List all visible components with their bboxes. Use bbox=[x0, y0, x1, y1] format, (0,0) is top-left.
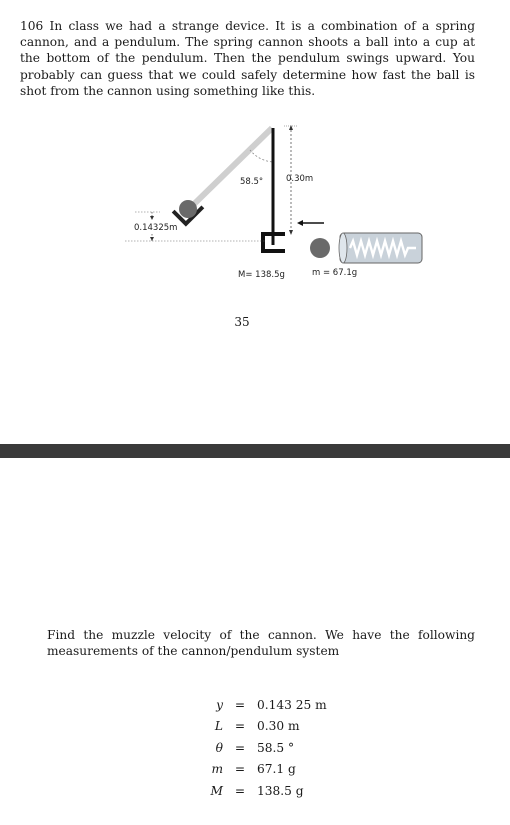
angle-label: 58.5° bbox=[240, 177, 264, 187]
find-text: Find the muzzle velocity of the cannon. We have the following measurements of the cannon/pendulum system bbox=[47, 628, 475, 659]
measurement-value: 0.143 25 m bbox=[257, 697, 327, 712]
measurement-row bbox=[195, 716, 327, 738]
ball-mass-label: m = 67.1g bbox=[312, 268, 358, 278]
page-number: 35 bbox=[234, 315, 250, 329]
pendulum-arm-swung bbox=[190, 128, 272, 208]
measurement-symbol: L bbox=[214, 719, 223, 734]
measurement-row bbox=[195, 737, 327, 759]
equals-sign: = bbox=[234, 783, 246, 798]
problem-body: In class we had a strange device. It is a combination of a spring cannon, and a pendulum. The spring cannon shoots a ball into a cup at the bottom of the pendulum. Then the pendulum swings upward. You probably can guess that we could safely determine how fast the ball is shot from the cannon using something like this. bbox=[20, 19, 476, 98]
ball bbox=[310, 238, 330, 258]
equals-sign: = bbox=[234, 740, 246, 755]
measurement-value: 67.1 g bbox=[257, 762, 296, 777]
measurement-value: 58.5 ° bbox=[257, 740, 295, 755]
measurement-symbol: M bbox=[210, 783, 223, 798]
measurement-row bbox=[195, 759, 327, 781]
measurement-value: 0.30 m bbox=[257, 719, 300, 734]
measurement-symbol: m bbox=[211, 762, 223, 777]
page-separator bbox=[0, 444, 510, 458]
measurement-row bbox=[195, 780, 327, 802]
cannon-barrel bbox=[339, 233, 422, 263]
length-arrow-bottom bbox=[289, 230, 293, 235]
equals-sign: = bbox=[234, 697, 246, 712]
pendulum-mass-label: M= 138.5g bbox=[238, 270, 285, 280]
height-arrow-bottom bbox=[150, 237, 154, 241]
ball-in-cup-swung bbox=[179, 200, 197, 218]
length-label: 0.30m bbox=[286, 174, 314, 184]
problem-text bbox=[20, 18, 475, 99]
equals-sign: = bbox=[234, 719, 246, 734]
measurement-symbol: y bbox=[216, 697, 223, 712]
height-arrow-top bbox=[150, 216, 154, 220]
measurement-value: 138.5 g bbox=[257, 783, 304, 798]
equals-sign: = bbox=[234, 762, 246, 777]
measurement-row bbox=[195, 694, 327, 716]
cannon-pendulum-diagram bbox=[0, 110, 510, 290]
problem-number: 106 bbox=[20, 19, 44, 33]
height-label: 0.14325m bbox=[134, 223, 178, 233]
angle-arc bbox=[250, 150, 272, 162]
measurement-symbol: θ bbox=[215, 740, 223, 755]
measurements-table bbox=[195, 694, 327, 802]
